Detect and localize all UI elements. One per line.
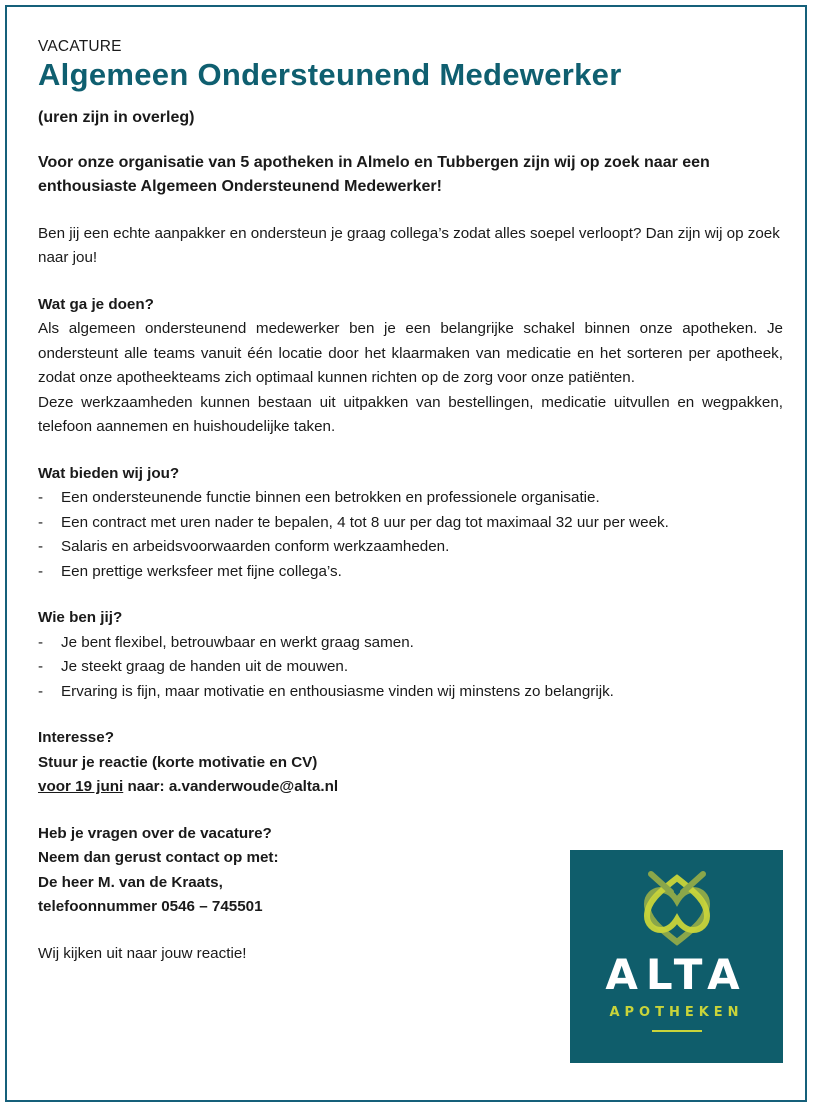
logo-subtitle: APOTHEKEN	[609, 1005, 744, 1020]
logo-word: ALTA	[605, 950, 748, 999]
list-item: - Salaris en arbeidsvoorwaarden conform werkzaamheden.	[38, 538, 450, 555]
profile-section	[38, 606, 783, 704]
apply-section	[38, 726, 783, 800]
tasks-heading: Wat ga je doen?	[38, 295, 154, 313]
vacancy-content	[38, 36, 783, 966]
apply-heading: Interesse?	[38, 729, 114, 746]
list-item: - Een prettige werksfeer met fijne collega’s.	[38, 562, 342, 580]
subtitle: (uren zijn in overleg)	[38, 109, 195, 126]
list-item: - Een contract met uren nader te bepalen, 4 tot 8 uur per dag tot maximaal 32 uur per week.	[38, 513, 669, 531]
alta-mark-icon	[641, 870, 713, 950]
page-title: Algemeen Ondersteunend Medewerker	[38, 57, 622, 92]
closing-text: Wij kijken uit naar jouw reactie!	[38, 944, 247, 962]
apply-email-text[interactable]: naar: a.vanderwoude@alta.nl	[123, 778, 339, 795]
contact-line-2: Neem dan gerust contact op met:	[38, 849, 279, 866]
tasks-paragraph-1: Als algemeen ondersteunend medewerker ben je een belangrijke schakel binnen onze apotheken. Je ondersteunt alle teams vanuit één locatie door het klaarmaken van medicatie en het sorteren per apotheek, zodat onze apotheekteams zich optimaal kunnen richten op de zorg voor onze patiënten.	[38, 320, 783, 386]
list-item: - Ervaring is fijn, maar motivatie en enthousiasme vinden wij minstens zo belangrijk.	[38, 682, 614, 700]
list-item: - Je bent flexibel, betrouwbaar en werkt graag samen.	[38, 633, 414, 651]
profile-heading: Wie ben jij?	[38, 609, 123, 626]
kicker: VACATURE	[38, 38, 122, 55]
apply-line-1: Stuur je reactie (korte motivatie en CV)	[38, 753, 318, 771]
offer-list	[38, 486, 783, 584]
lead-text: Ben jij een echte aanpakker en ondersteun je graag collega’s zodat alles soepel verloopt? Dan zijn wij op zoek naar jou!	[38, 224, 780, 266]
profile-list	[38, 631, 783, 705]
logo-underline	[652, 1030, 702, 1032]
apply-line-2	[38, 775, 783, 800]
intro-text: Voor onze organisatie van 5 apotheken in Almelo en Tubbergen zijn wij op zoek naar een enthousiaste Algemeen Ondersteunend Medewerker!	[38, 153, 710, 195]
contact-line-1: Heb je vragen over de vacature?	[38, 824, 272, 842]
contact-line-3: De heer M. van de Kraats,	[38, 873, 223, 891]
alta-logo	[570, 850, 783, 1063]
deadline-text: voor 19 juni	[38, 778, 124, 795]
list-item: - Je steekt graag de handen uit de mouwen.	[38, 658, 349, 675]
tasks-section	[38, 293, 783, 440]
tasks-paragraph-2: Deze werkzaamheden kunnen bestaan uit uitpakken van bestellingen, medicatie uitvullen en wegpakken, telefoon aannemen en huishoudelijke taken.	[38, 393, 783, 435]
offer-heading: Wat bieden wij jou?	[38, 464, 180, 482]
contact-phone: telefoonnummer 0546 – 745501	[38, 898, 263, 915]
list-item: - Een ondersteunende functie binnen een betrokken en professionele organisatie.	[38, 489, 600, 506]
offer-section	[38, 462, 783, 585]
